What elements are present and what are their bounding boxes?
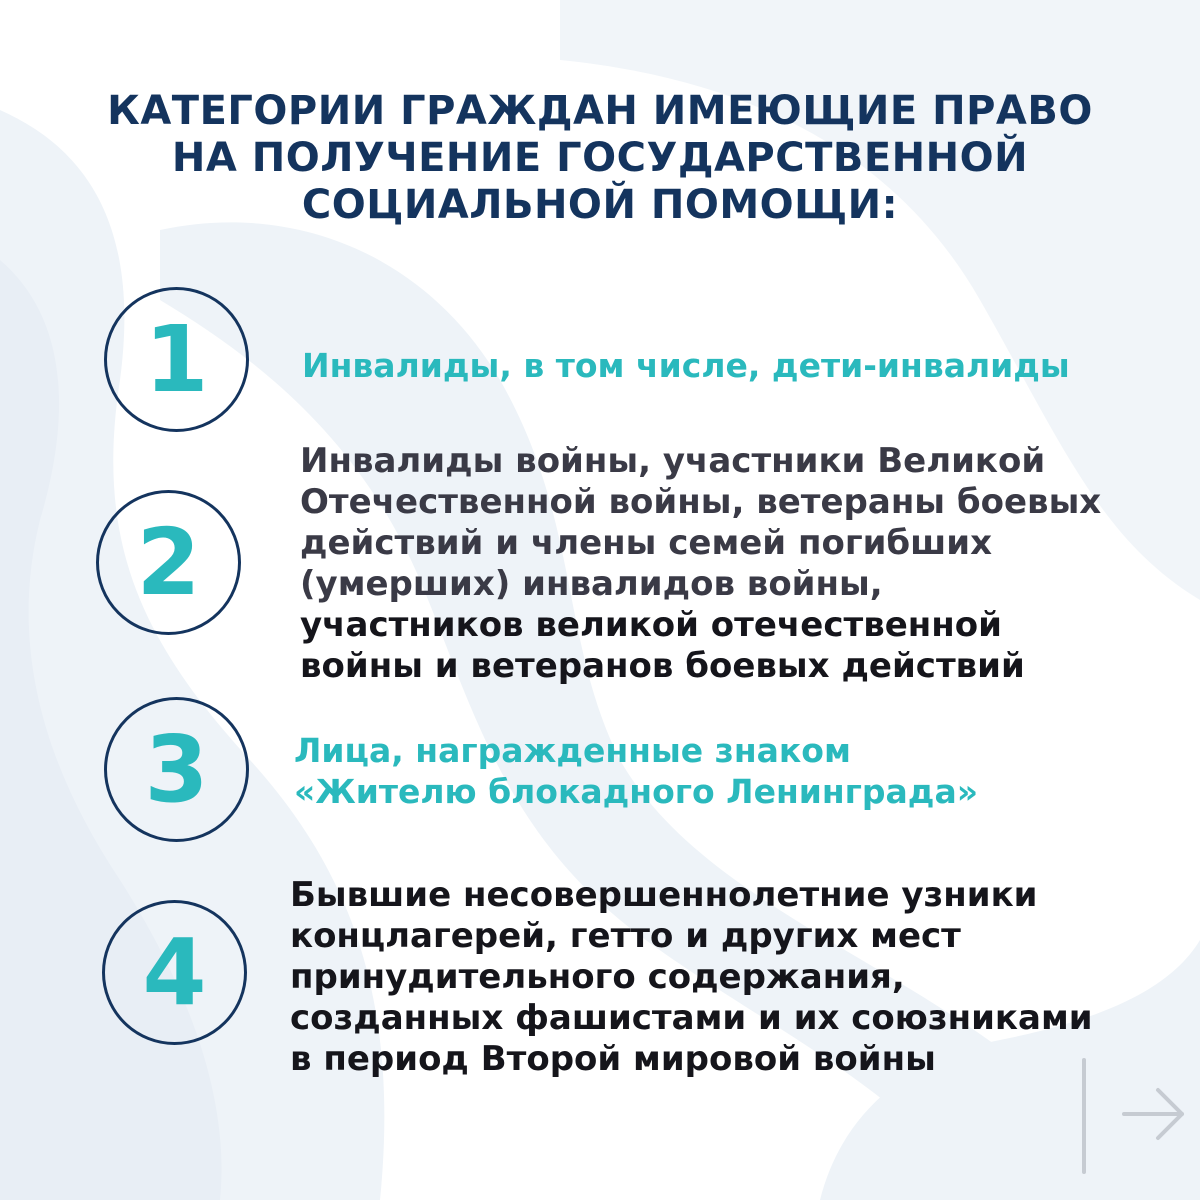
title-line: КАТЕГОРИИ ГРАЖДАН ИМЕЮЩИЕ ПРАВО [107,88,1093,134]
title-line: НА ПОЛУЧЕНИЕ ГОСУДАРСТВЕННОЙ [171,135,1029,181]
category-line: концлагерей, гетто и других мест [290,916,961,956]
category-line: Бывшие несовершеннолетние узники [290,875,1038,915]
category-item-3 [294,730,978,812]
category-line: участников великой отечественной [300,605,1002,645]
page-title [100,88,1100,229]
category-line: войны и ветеранов боевых действий [300,646,1025,686]
category-line: созданных фашистами и их союзниками [290,998,1093,1038]
category-line: (умерших) инвалидов войны, [300,564,883,604]
category-line: «Жителю блокадного Ленинграда» [294,772,979,811]
category-item-2 [300,441,1101,687]
category-line: в период Второй мировой войны [290,1039,936,1079]
number-badge-3 [104,697,249,842]
category-line: Лица, награжденные знаком [294,731,851,770]
number-badge-digit: 1 [144,305,209,413]
category-item-4 [290,875,1093,1080]
number-badge-digit: 3 [144,715,209,823]
number-badge-digit: 4 [142,918,207,1026]
number-badge-4 [102,900,247,1045]
title-line: СОЦИАЛЬНОЙ ПОМОЩИ: [301,182,899,228]
number-badge-digit: 2 [136,508,201,616]
arrow-right-icon[interactable] [1078,1056,1194,1176]
category-line: действий и члены семей погибших [300,523,993,563]
category-line: принудительного содержания, [290,957,905,997]
category-line: Инвалиды войны, участники Великой [300,441,1046,481]
number-badge-2 [96,490,241,635]
category-line: Инвалиды, в том числе, дети-инвалиды [302,346,1070,385]
category-item-1 [302,345,1070,386]
number-badge-1 [104,287,249,432]
category-line: Отечественной войны, ветераны боевых [300,482,1102,522]
